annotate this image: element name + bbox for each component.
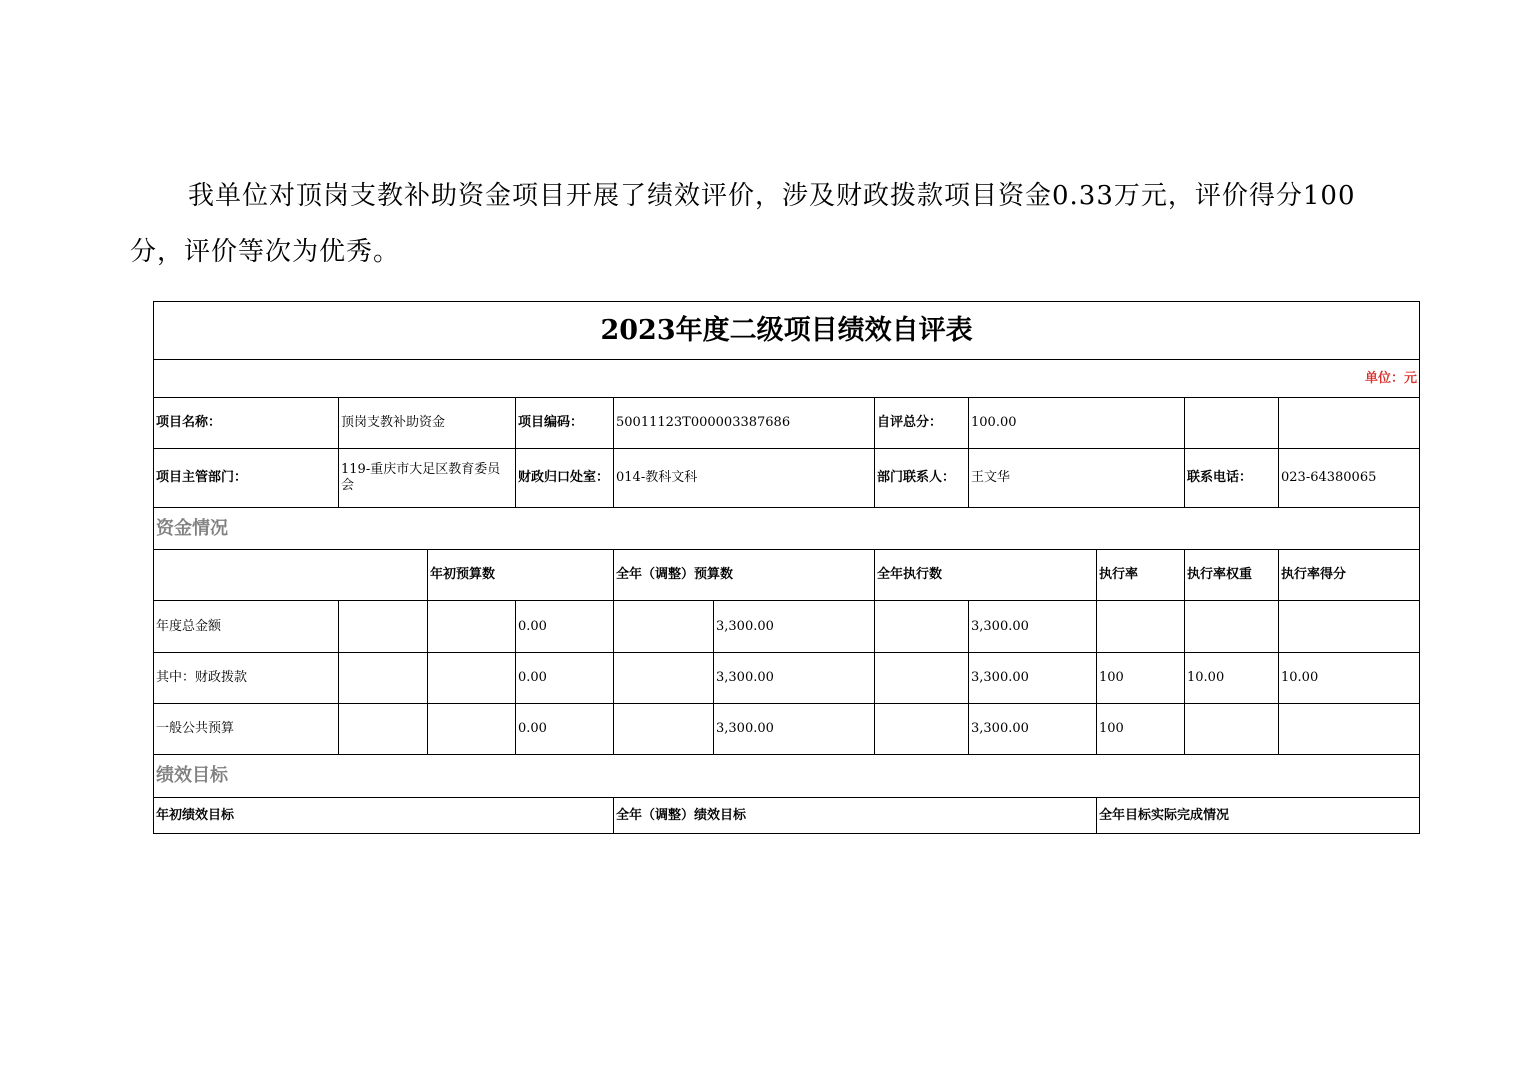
project-name-label: 项目名称： [154,398,339,449]
executed-value: 3,300.00 [969,653,1097,704]
row-name: 一般公共预算 [154,704,339,755]
goals-section-heading: 绩效目标 [154,755,1420,798]
weight-value: 10.00 [1185,653,1279,704]
funds-section-heading: 资金情况 [154,508,1420,550]
project-code-label: 项目编码： [516,398,614,449]
intro-paragraph: 我单位对顶岗支教补助资金项目开展了绩效评价，涉及财政拨款项目资金0.33万元，评价得分100分，评价等次为优秀。 [130,181,1356,267]
table-row [154,704,1420,755]
row-name: 年度总金额 [154,601,339,653]
rate-score-value [1279,601,1420,653]
header-adjusted-budget: 全年（调整）预算数 [614,550,875,601]
adjusted-budget-value: 3,300.00 [714,601,875,653]
header-execution-rate: 执行率 [1097,550,1185,601]
office-value: 014-教科文科 [614,449,875,508]
score-label: 自评总分： [875,398,969,449]
actual-completion-header: 全年目标实际完成情况 [1097,798,1420,834]
table-title: 2023年度二级项目绩效自评表 [154,302,1420,360]
phone-value: 023-64380065 [1279,449,1420,508]
score-value: 100.00 [969,398,1185,449]
initial-budget-value: 0.00 [516,601,614,653]
weight-value [1185,601,1279,653]
project-name-value: 顶岗支教补助资金 [339,398,516,449]
rate-value [1097,601,1185,653]
header-initial-budget: 年初预算数 [428,550,614,601]
initial-budget-value: 0.00 [516,704,614,755]
dept-value: 119-重庆市大足区教育委员会 [339,449,516,508]
empty-cell [1185,398,1279,449]
initial-goal-header: 年初绩效目标 [154,798,614,834]
empty-cell [154,550,428,601]
contact-label: 部门联系人： [875,449,969,508]
adjusted-goal-header: 全年（调整）绩效目标 [614,798,1097,834]
self-evaluation-table [153,301,1420,834]
header-rate-score: 执行率得分 [1279,550,1420,601]
initial-budget-value: 0.00 [516,653,614,704]
contact-value: 王文华 [969,449,1185,508]
rate-value: 100 [1097,653,1185,704]
header-rate-weight: 执行率权重 [1185,550,1279,601]
adjusted-budget-value: 3,300.00 [714,704,875,755]
header-executed: 全年执行数 [875,550,1097,601]
phone-label: 联系电话： [1185,449,1279,508]
adjusted-budget-value: 3,300.00 [714,653,875,704]
row-name: 其中：财政拨款 [154,653,339,704]
project-code-value: 50011123T000003387686 [614,398,875,449]
rate-score-value [1279,704,1420,755]
table-row [154,601,1420,653]
executed-value: 3,300.00 [969,704,1097,755]
executed-value: 3,300.00 [969,601,1097,653]
rate-score-value: 10.00 [1279,653,1420,704]
unit-label: 单位：元 [154,360,1420,398]
dept-label: 项目主管部门： [154,449,339,508]
table-row [154,653,1420,704]
office-label: 财政归口处室： [516,449,614,508]
empty-cell [1279,398,1420,449]
rate-value: 100 [1097,704,1185,755]
weight-value [1185,704,1279,755]
